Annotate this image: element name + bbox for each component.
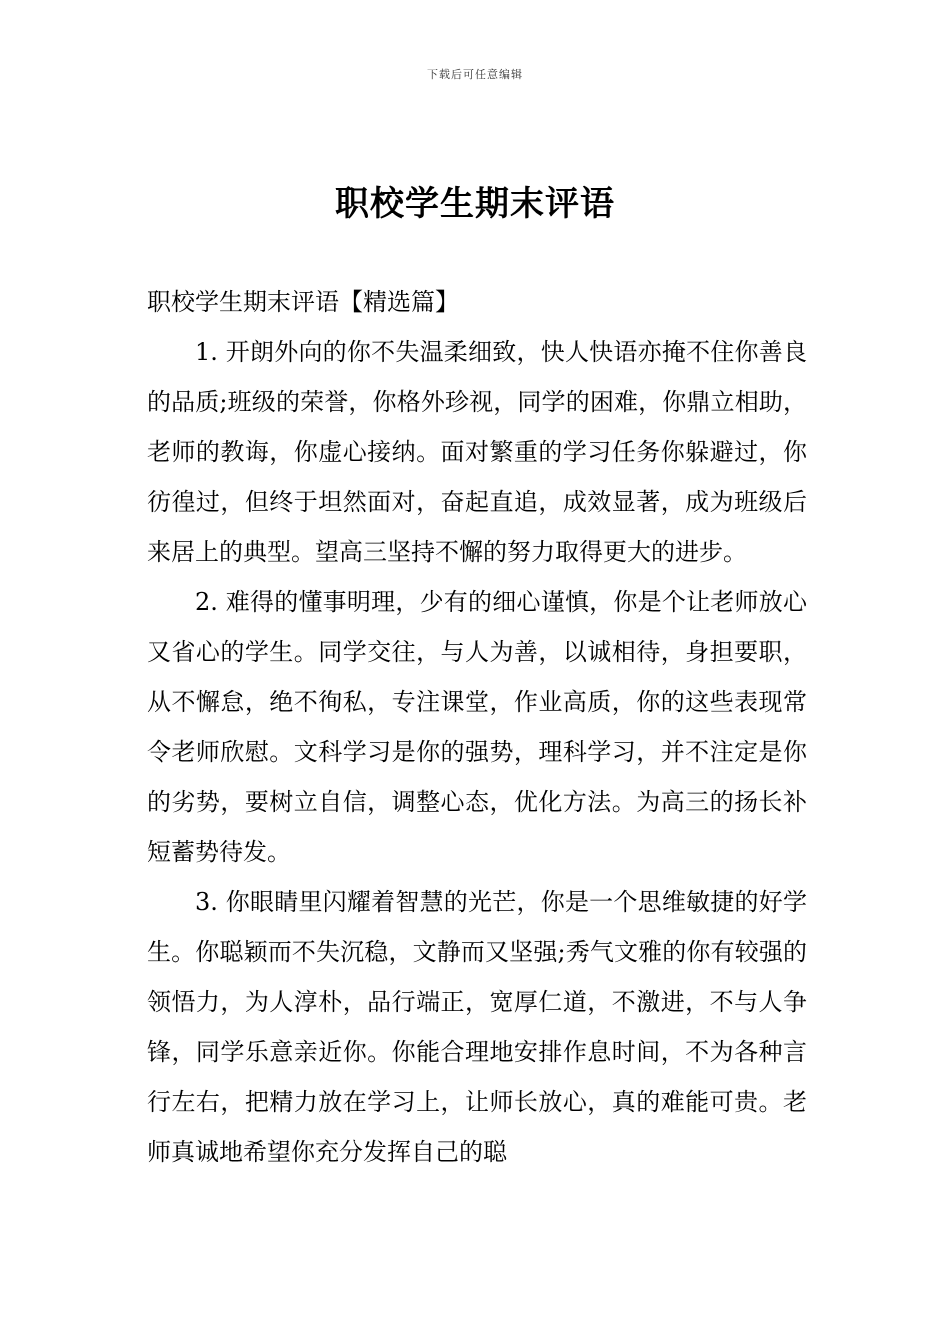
comment-paragraph-3: 3. 你眼睛里闪耀着智慧的光芒，你是一个思维敏捷的好学生。你聪颖而不失沉稳，文静而又坚强;秀气文雅的你有较强的领悟力，为人淳朴，品行端正，宽厚仁道，不激进，不与人争锋，同学乐意亲近你。你能合理地安排作息时间，不为各种言行左右，把精力放在学习上，让师长放心，真的难能可贵。老师真诚地希望你充分发挥自己的聪 bbox=[147, 888, 807, 1166]
document-subtitle: 职校学生期末评语【精选篇】 bbox=[147, 288, 459, 316]
download-note: 下载后可任意编辑 bbox=[427, 68, 523, 81]
document-title: 职校学生期末评语 bbox=[335, 184, 615, 224]
document-body bbox=[147, 277, 807, 1177]
comment-paragraph-1: 1. 开朗外向的你不失温柔细致，快人快语亦掩不住你善良的品质;班级的荣誉，你格外珍视，同学的困难，你鼎立相助，老师的教诲，你虚心接纳。面对繁重的学习任务你躲避过，你彷徨过，但终于坦然面对，奋起直追，成效显著，成为班级后来居上的典型。望高三坚持不懈的努力取得更大的进步。 bbox=[147, 338, 807, 566]
comment-paragraph-2: 2. 难得的懂事明理，少有的细心谨慎，你是个让老师放心又省心的学生。同学交往，与人为善，以诚相待，身担要职，从不懈怠，绝不徇私，专注课堂，作业高质，你的这些表现常令老师欣慰。文科学习是你的强势，理科学习，并不注定是你的劣势，要树立自信，调整心态，优化方法。为高三的扬长补短蓄势待发。 bbox=[147, 588, 807, 866]
